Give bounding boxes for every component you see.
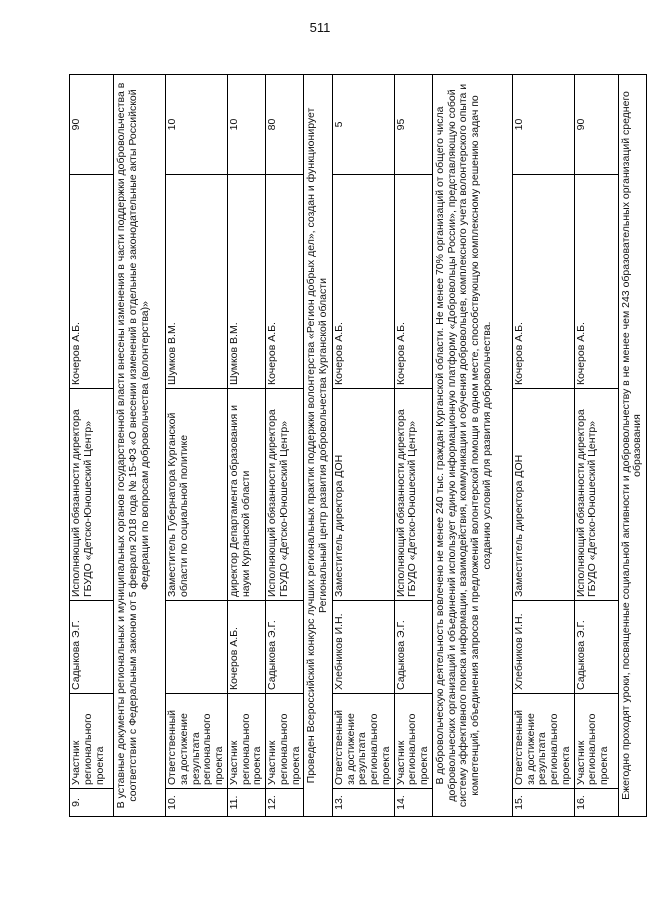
- project-participants-table: [69, 74, 647, 817]
- table-row: [227, 75, 265, 817]
- section-text: Ежегодно проходят уроки, посвященные социальной активности и добровольчеству в не менее чем 243 образовательных организаций среднего образования: [618, 75, 647, 817]
- role-cell: Ответственный за достижение результата регионального проекта: [166, 694, 228, 789]
- role-cell: Ответственный за достижение результата регионального проекта: [512, 694, 574, 789]
- table-row: [70, 75, 114, 817]
- percent-cell: 95: [394, 75, 432, 175]
- percent-cell: 5: [332, 75, 394, 175]
- supervisor-cell: Шумков В.М.: [227, 175, 265, 389]
- position-cell: Исполняющий обязанности директора ГБУДО «Детско-Юношеский Центр»: [394, 389, 432, 601]
- position-cell: директор Департамента образования и науки Курганской области: [227, 389, 265, 601]
- row-number: 11.: [227, 789, 265, 817]
- position-cell: Заместитель директора ДОН: [512, 389, 574, 601]
- role-cell: Участник регионального проекта: [574, 694, 618, 789]
- name-cell: Хлебников И.Н.: [512, 601, 574, 694]
- row-number: 10.: [166, 789, 228, 817]
- page-number: 511: [309, 20, 331, 35]
- position-cell: Исполняющий обязанности директора ГБУДО «Детско-Юношеский Центр»: [574, 389, 618, 601]
- name-cell: Садыкова Э.Г.: [266, 601, 304, 694]
- table-row: [574, 75, 618, 817]
- role-cell: Ответственный за достижение результата регионального проекта: [332, 694, 394, 789]
- role-cell: Участник регионального проекта: [394, 694, 432, 789]
- position-cell: Исполняющий обязанности директора ГБУДО «Детско-Юношеский Центр»: [70, 389, 114, 601]
- percent-cell: 10: [166, 75, 228, 175]
- section-row: [618, 75, 647, 817]
- name-cell: Кочеров А.Б.: [227, 601, 265, 694]
- percent-cell: 10: [512, 75, 574, 175]
- percent-cell: 90: [70, 75, 114, 175]
- row-number: 9.: [70, 789, 114, 817]
- table-row: [394, 75, 432, 817]
- supervisor-cell: Кочеров А.Б.: [574, 175, 618, 389]
- section-row: [432, 75, 512, 817]
- row-number: 12.: [266, 789, 304, 817]
- section-text: Проведен Всероссийский конкурс лучших региональных практик поддержки волонтерства «Регион добрых дел», создан и функционирует Региональный центр развития добровольчества Курганской области: [304, 75, 333, 817]
- position-cell: Исполняющий обязанности директора ГБУДО «Детско-Юношеский Центр»: [266, 389, 304, 601]
- table-row: [332, 75, 394, 817]
- supervisor-cell: Кочеров А.Б.: [332, 175, 394, 389]
- name-cell: Хлебников И.Н.: [332, 601, 394, 694]
- role-cell: Участник регионального проекта: [227, 694, 265, 789]
- section-text: В добровольческую деятельность вовлечено не менее 240 тыс. граждан Курганской области. Не менее 70% организаций от общего числа добровольческих организаций и объединений использует единую информационную платформу «Добровольцы России», представляющую собой систему эффективного поиска информации, взаимодействия, коммуникации и обучения добровольцев, комплексного учета волонтерского опыта и компетенций, объединения запросов и предложений волонтерской помощи в одном месте, способствующую комплексному решению задач по созданию условий для развития добровольчества.: [432, 75, 512, 817]
- role-cell: Участник регионального проекта: [266, 694, 304, 789]
- supervisor-cell: Шумков В.М.: [166, 175, 228, 389]
- name-cell: Садыкова Э.Г.: [70, 601, 114, 694]
- table-row: [266, 75, 304, 817]
- supervisor-cell: Кочеров А.Б.: [70, 175, 114, 389]
- section-row: [114, 75, 166, 817]
- role-cell: Участник регионального проекта: [70, 694, 114, 789]
- name-cell: Садыкова Э.Г.: [574, 601, 618, 694]
- position-cell: Заместитель Губернатора Курганской области по социальной политике: [166, 389, 228, 601]
- position-cell: Заместитель директора ДОН: [332, 389, 394, 601]
- row-number: 13.: [332, 789, 394, 817]
- supervisor-cell: Кочеров А.Б.: [512, 175, 574, 389]
- table-row: [166, 75, 228, 817]
- row-number: 14.: [394, 789, 432, 817]
- percent-cell: 80: [266, 75, 304, 175]
- section-row: [304, 75, 333, 817]
- row-number: 16.: [574, 789, 618, 817]
- table-row: [512, 75, 574, 817]
- row-number: 15.: [512, 789, 574, 817]
- percent-cell: 10: [227, 75, 265, 175]
- supervisor-cell: Кочеров А.Б.: [394, 175, 432, 389]
- rotated-table-container: [69, 75, 644, 817]
- section-text: В уставные документы региональных и муниципальных органов государственной власти внесены изменения в части поддержки добровольчества в соответствии с Федеральным законом от 5 февраля 2018 года № 15-ФЗ «О внесении изменений в отдельные законодательные акты Российской Федерации по вопросам добровольчества (волонтерства)»: [114, 75, 166, 817]
- name-cell: Садыкова Э.Г.: [394, 601, 432, 694]
- supervisor-cell: Кочеров А.Б.: [266, 175, 304, 389]
- name-cell: [166, 601, 228, 694]
- percent-cell: 90: [574, 75, 618, 175]
